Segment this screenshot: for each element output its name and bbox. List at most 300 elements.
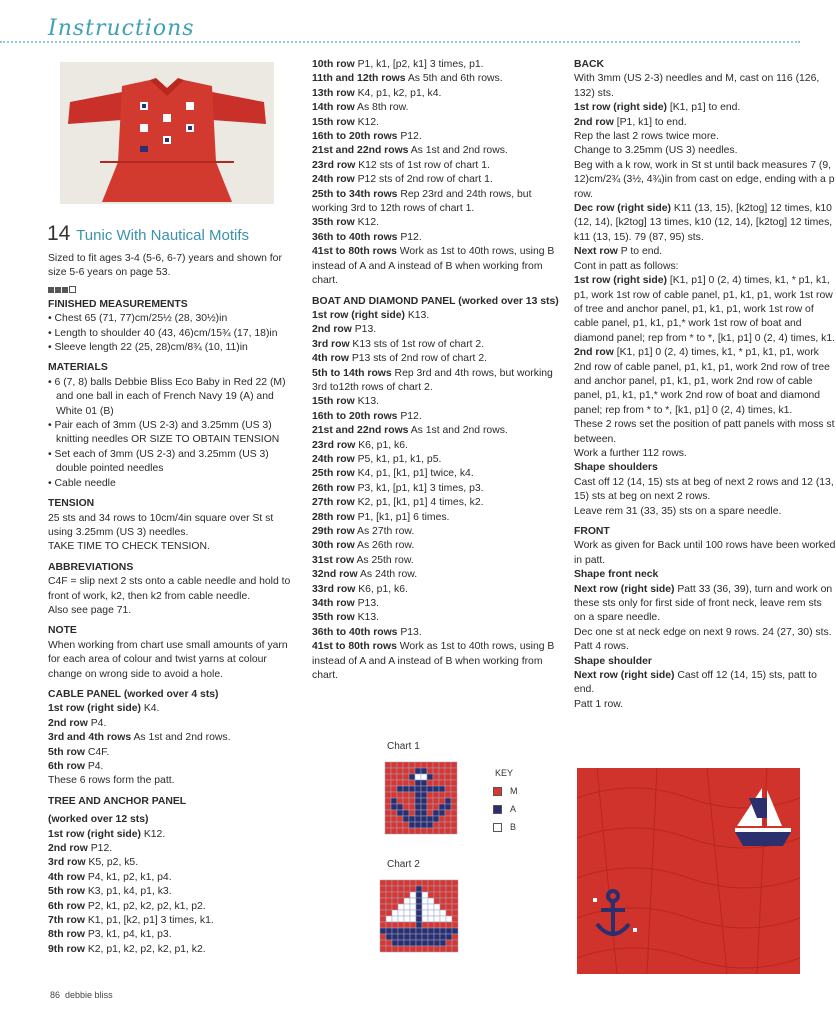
chart-cell xyxy=(409,810,415,816)
instruction-row xyxy=(574,144,836,158)
row-label: 16th to 20th rows xyxy=(312,410,398,422)
chart-cell xyxy=(427,816,433,822)
chart-cell xyxy=(422,940,428,946)
row-label: 34th row xyxy=(312,598,355,610)
chart-cell xyxy=(451,768,457,774)
row-label: 25th row xyxy=(312,468,355,480)
shape-shoulders-heading: Shape shoulders xyxy=(574,462,658,474)
row-label: 8th row xyxy=(48,929,85,941)
chart-cell xyxy=(451,822,457,828)
chart-cell xyxy=(398,886,404,892)
row-label: 2nd row xyxy=(574,116,614,128)
tree-rows xyxy=(48,828,296,958)
chart-cell xyxy=(415,810,421,816)
instruction-row xyxy=(574,698,836,712)
chart-cell xyxy=(398,916,404,922)
chart-cell xyxy=(428,886,434,892)
instruction-row xyxy=(574,583,836,626)
chart-cell xyxy=(397,786,403,792)
chart-cell xyxy=(380,934,386,940)
row-text: Beg with a k row, work in St st until back measures 7 (9, 12)cm/2¾ (3½, 4¾)in from cast on edge, ending with a p row. xyxy=(574,159,835,200)
tunic-photo xyxy=(60,62,274,204)
abbreviations-heading: ABBREVIATIONS xyxy=(48,561,134,573)
chart-1 xyxy=(385,762,457,834)
row-text: K6, p1, k6. xyxy=(355,583,408,595)
instruction-row xyxy=(574,260,836,274)
row-text: Patt 1 row. xyxy=(574,698,624,710)
chart-cell xyxy=(391,798,397,804)
size-indicator xyxy=(48,284,296,292)
row-label: 6th row xyxy=(48,900,85,912)
row-label: 2nd row xyxy=(574,347,614,359)
chart-2 xyxy=(380,880,458,952)
chart-cell xyxy=(404,910,410,916)
chart-cell xyxy=(409,822,415,828)
key-label-b: B xyxy=(510,822,517,832)
chart-cell xyxy=(433,774,439,780)
instruction-row xyxy=(574,447,836,461)
chart-cell xyxy=(422,910,428,916)
chart-cell xyxy=(433,822,439,828)
chart-cell xyxy=(439,762,445,768)
chart-cell xyxy=(392,880,398,886)
chart-cell xyxy=(385,780,391,786)
row-label: 11th and 12th rows xyxy=(312,73,406,85)
instruction-row xyxy=(312,496,560,510)
chart-cell xyxy=(427,792,433,798)
chart-cell xyxy=(391,804,397,810)
chart-cell xyxy=(434,904,440,910)
row-label: Next row (right side) xyxy=(574,583,675,595)
row-text: K4. xyxy=(140,703,160,715)
row-text: P3, k1, [p1, k1] 3 times, p3. xyxy=(354,482,484,494)
key-item-a xyxy=(493,802,516,816)
chart-cell xyxy=(433,798,439,804)
chart-cell xyxy=(386,892,392,898)
instruction-row xyxy=(312,116,560,130)
chart-cell xyxy=(386,946,392,952)
chart-cell xyxy=(386,910,392,916)
chart-cell xyxy=(451,810,457,816)
chart-cell xyxy=(409,774,415,780)
row-text: P1, k1, [p2, k1] 3 times, p1. xyxy=(354,59,484,70)
row-label: 15th row xyxy=(312,396,355,408)
chart-cell xyxy=(392,898,398,904)
row-text: P12. xyxy=(87,843,113,855)
chart-cell xyxy=(398,940,404,946)
chart-cell xyxy=(392,916,398,922)
chart-cell xyxy=(403,798,409,804)
instruction-row xyxy=(574,202,836,245)
chart-cell xyxy=(434,910,440,916)
instruction-row xyxy=(312,144,560,158)
chart-cell xyxy=(434,892,440,898)
instruction-row xyxy=(574,245,836,259)
chart-cell xyxy=(451,774,457,780)
chart-cell xyxy=(385,786,391,792)
chart-cell xyxy=(452,886,458,892)
row-label: 1st row (right side) xyxy=(574,102,667,114)
chart-cell xyxy=(422,922,428,928)
row-text: P4. xyxy=(87,717,107,729)
row-text: Rep the last 2 rows twice more. xyxy=(574,131,719,143)
chart-cell xyxy=(440,880,446,886)
chart-cell xyxy=(404,892,410,898)
row-text: K2, p1, [k1, p1] 4 times, k2. xyxy=(354,497,484,509)
instruction-row xyxy=(48,731,296,745)
chart-cell xyxy=(446,910,452,916)
note-text: When working from chart use small amounts of yarn for each area of colour and twist yarns at colour change on wrong side to avoid a hole. xyxy=(48,639,288,680)
chart-cell xyxy=(416,904,422,910)
row-label: 21st and 22nd rows xyxy=(312,145,409,157)
instruction-row xyxy=(574,101,836,115)
chart-cell xyxy=(439,792,445,798)
row-label: 5th row xyxy=(48,886,85,898)
chart-cell xyxy=(404,916,410,922)
chart-cell xyxy=(446,880,452,886)
chart-cell xyxy=(386,934,392,940)
chart-cell xyxy=(445,780,451,786)
chart-cell xyxy=(385,798,391,804)
chart-cell xyxy=(392,904,398,910)
shoulder-heading: Shape shoulder xyxy=(574,655,652,667)
instruction-row xyxy=(48,856,296,870)
instruction-row xyxy=(574,346,836,418)
instruction-row xyxy=(312,554,560,568)
chart-cell xyxy=(397,822,403,828)
chart-cell xyxy=(403,828,409,834)
chart-cell xyxy=(439,768,445,774)
row-text: K12. xyxy=(140,828,166,840)
chart-cell xyxy=(398,946,404,952)
chart-cell xyxy=(410,916,416,922)
chart-cell xyxy=(433,804,439,810)
row-text: P to end. xyxy=(617,246,663,258)
shape-shoulders-text: Cast off 12 (14, 15) sts at beg of next 2 rows and 12 (13, 15) sts at beg on next 2 rows. xyxy=(574,476,834,503)
tree-subheading: (worked over 12 sts) xyxy=(48,814,149,826)
chart-cell xyxy=(440,904,446,910)
row-text: P2, k1, p2, k2, p2, k1, p2. xyxy=(84,900,206,912)
chart-cell xyxy=(446,928,452,934)
chart-cell xyxy=(410,934,416,940)
tension-heading: TENSION xyxy=(48,498,95,510)
materials-item: • Cable needle xyxy=(48,477,296,491)
chart-cell xyxy=(422,928,428,934)
chart-cell xyxy=(428,934,434,940)
chart-cell xyxy=(452,928,458,934)
instruction-row xyxy=(312,367,560,396)
chart-cell xyxy=(409,762,415,768)
chart-cell xyxy=(452,946,458,952)
chart-cell xyxy=(385,828,391,834)
chart-cell xyxy=(439,786,445,792)
instruction-row xyxy=(312,101,560,115)
chart-cell xyxy=(428,940,434,946)
row-text: P3, k1, p4, k1, p3. xyxy=(84,929,172,941)
tree-heading: TREE AND ANCHOR PANEL xyxy=(48,795,187,807)
chart-cell xyxy=(428,916,434,922)
chart-cell xyxy=(427,774,433,780)
chart-cell xyxy=(403,792,409,798)
chart-cell xyxy=(398,934,404,940)
instruction-row xyxy=(48,914,296,928)
chart-cell xyxy=(415,780,421,786)
materials-item: • Pair each of 3mm (US 2-3) and 3.25mm (US 3) knitting needles OR SIZE TO OBTAIN TENSION xyxy=(48,419,296,448)
row-label: Next row (right side) xyxy=(574,670,675,682)
row-text: P12 sts of 2nd row of chart 1. xyxy=(354,174,493,186)
instruction-row xyxy=(574,72,836,101)
middle-column xyxy=(312,58,560,683)
chart1-label: Chart 1 xyxy=(387,741,420,752)
chart-cell xyxy=(409,828,415,834)
row-label: Dec row (right side) xyxy=(574,203,671,215)
chart-cell xyxy=(421,810,427,816)
chart-cell xyxy=(386,898,392,904)
chart-cell xyxy=(446,940,452,946)
chart-cell xyxy=(386,940,392,946)
instruction-row xyxy=(312,338,560,352)
chart-cell xyxy=(397,774,403,780)
chart-cell xyxy=(451,792,457,798)
row-label: 2nd row xyxy=(48,717,88,729)
instruction-row xyxy=(574,640,836,654)
chart-cell xyxy=(421,798,427,804)
row-text: P13. xyxy=(351,324,377,336)
row-label: 41st to 80th rows xyxy=(312,641,397,653)
chart-cell xyxy=(446,922,452,928)
materials-item: • Set each of 3mm (US 2-3) and 3.25mm (US 3) double pointed needles xyxy=(48,448,296,477)
chart-cell xyxy=(398,922,404,928)
brand-name: debbie bliss xyxy=(65,990,113,1000)
instruction-row xyxy=(312,231,560,245)
chart-cell xyxy=(415,774,421,780)
chart-cell xyxy=(416,916,422,922)
row-text: As 26th row. xyxy=(354,540,415,552)
row-text: Work as 1st to 40th rows, using B instead of A and A instead of B when working from chart. xyxy=(312,641,555,682)
chart-cell xyxy=(391,762,397,768)
row-label: 14th row xyxy=(312,102,355,114)
chart-cell xyxy=(410,928,416,934)
chart-cell xyxy=(385,792,391,798)
chart-cell xyxy=(409,816,415,822)
instruction-row xyxy=(312,568,560,582)
chart-cell xyxy=(386,904,392,910)
instruction-row xyxy=(48,746,296,760)
chart-cell xyxy=(410,910,416,916)
chart-cell xyxy=(434,946,440,952)
chart-cell xyxy=(421,762,427,768)
row-text: As 1st and 2nd rows. xyxy=(408,425,508,437)
row-label: 1st row (right side) xyxy=(48,703,141,715)
chart-cell xyxy=(403,762,409,768)
chart-cell xyxy=(422,880,428,886)
instruction-row xyxy=(48,885,296,899)
chart-cell xyxy=(416,898,422,904)
chart-cell xyxy=(428,904,434,910)
instruction-row xyxy=(312,511,560,525)
row-text: Cast off 12 (14, 15) sts, patt to end. xyxy=(574,670,817,696)
chart-cell xyxy=(415,798,421,804)
row-text: Change to 3.25mm (US 3) needles. xyxy=(574,145,738,157)
row-label: 24th row xyxy=(312,453,355,465)
chart-cell xyxy=(422,892,428,898)
row-text: K12. xyxy=(354,217,379,229)
row-text: K13. xyxy=(354,612,379,624)
chart-cell xyxy=(434,916,440,922)
row-label: 25th to 34th rows xyxy=(312,188,398,200)
row-text: As 25th row. xyxy=(354,554,414,566)
chart-cell xyxy=(392,946,398,952)
row-text: K6, p1, k6. xyxy=(355,439,408,451)
row-label: 31st row xyxy=(312,554,355,566)
row-text: [K1, p1] 0 (2, 4) times, k1, * p1, k1, p1, work 2nd row of cable panel, p1, k1, p1, work 2nd row of tree and anchor panel, p1, k1, p1, work 2nd row of cable panel, p1, k1, p1,* work 2nd row of boat and diamond panel; rep from * to *, [k1, p1] 0 (2, 4) times, k1. xyxy=(574,347,830,416)
note-heading: NOTE xyxy=(48,625,77,637)
red-swatch xyxy=(493,787,502,796)
chart-cell xyxy=(392,922,398,928)
row-label: 29th row xyxy=(312,526,355,537)
row-text: As 5th and 6th rows. xyxy=(405,73,503,85)
row-text: K4, p1, [k1, p1] twice, k4. xyxy=(354,468,474,480)
chart-cell xyxy=(380,922,386,928)
row-text: K5, p2, k5. xyxy=(85,857,139,869)
chart-cell xyxy=(440,910,446,916)
chart-cell xyxy=(391,768,397,774)
finished-heading: FINISHED MEASUREMENTS xyxy=(48,298,188,310)
chart-cell xyxy=(434,940,440,946)
chart-cell xyxy=(397,768,403,774)
row-text: Rep 23rd and 24th rows, but working 3rd to 12th rows of chart 1. xyxy=(312,188,532,215)
chart-cell xyxy=(404,934,410,940)
chart-cell xyxy=(410,904,416,910)
chart-cell xyxy=(421,816,427,822)
chart-cell xyxy=(451,804,457,810)
chart-cell xyxy=(446,904,452,910)
chart-cell xyxy=(397,804,403,810)
chart-cell xyxy=(380,940,386,946)
instruction-row xyxy=(312,410,560,424)
instruction-row xyxy=(48,871,296,885)
chart-cell xyxy=(380,916,386,922)
cable-rows xyxy=(48,702,296,774)
chart-cell xyxy=(440,892,446,898)
chart-cell xyxy=(416,886,422,892)
chart-cell xyxy=(392,892,398,898)
row-label: 3rd row xyxy=(48,857,86,869)
chart-cell xyxy=(391,774,397,780)
chart-cell xyxy=(439,828,445,834)
chart-cell xyxy=(440,916,446,922)
page-footer xyxy=(50,988,113,1002)
front-neck-rows xyxy=(574,583,836,655)
instruction-row xyxy=(48,928,296,942)
chart-cell xyxy=(410,946,416,952)
chart-cell xyxy=(385,774,391,780)
chart-cell xyxy=(409,780,415,786)
chart-cell xyxy=(380,886,386,892)
instruction-row xyxy=(574,159,836,202)
row-text: C4F. xyxy=(84,746,110,758)
chart-cell xyxy=(404,928,410,934)
row-label: 10th row xyxy=(312,59,355,70)
chart-cell xyxy=(380,904,386,910)
chart-cell xyxy=(422,946,428,952)
chart-cell xyxy=(404,922,410,928)
chart-cell xyxy=(391,828,397,834)
row-text: K12. xyxy=(354,116,379,128)
chart-cell xyxy=(422,898,428,904)
boat-rows xyxy=(312,309,560,684)
instruction-row xyxy=(312,583,560,597)
chart-cell xyxy=(439,780,445,786)
chart-cell xyxy=(404,886,410,892)
chart-cell xyxy=(445,804,451,810)
chart-cell xyxy=(392,940,398,946)
chart-cell xyxy=(433,780,439,786)
chart-cell xyxy=(385,762,391,768)
chart-cell xyxy=(386,886,392,892)
row-text: P5, k1, p1, k1, p5. xyxy=(354,453,442,465)
abbreviations-also: Also see page 71. xyxy=(48,604,132,616)
chart-cell xyxy=(397,792,403,798)
chart-cell xyxy=(451,816,457,822)
instruction-row xyxy=(312,72,560,86)
chart-cell xyxy=(427,780,433,786)
chart-cell xyxy=(416,946,422,952)
row-label: 4th row xyxy=(48,871,85,883)
chart-cell xyxy=(440,898,446,904)
chart-cell xyxy=(416,880,422,886)
chart-cell xyxy=(386,928,392,934)
row-text: Rep 3rd and 4th rows, but working 3rd to12th rows of chart 2. xyxy=(312,367,553,393)
abbreviations-text: C4F = slip next 2 sts onto a cable needle and hold to front of work, k2, then k2 from cable needle. xyxy=(48,576,291,602)
chart-cell xyxy=(410,940,416,946)
chart-cell xyxy=(398,880,404,886)
chart-cell xyxy=(398,904,404,910)
chart-cell xyxy=(446,886,452,892)
chart-cell xyxy=(416,922,422,928)
size-intro: Sized to fit ages 3-4 (5-6, 6-7) years and shown for size 5-6 years on page 53. xyxy=(48,253,282,279)
chart-cell xyxy=(404,898,410,904)
chart-cell xyxy=(416,892,422,898)
chart-cell xyxy=(410,880,416,886)
chart-cell xyxy=(433,792,439,798)
chart-cell xyxy=(404,880,410,886)
chart-cell xyxy=(428,892,434,898)
chart-cell xyxy=(416,934,422,940)
row-label: 5th to 14th rows xyxy=(312,367,392,379)
row-text: Dec one st at neck edge on next 9 rows. 24 (27, 30) sts. xyxy=(574,626,832,638)
chart-cell xyxy=(386,916,392,922)
tension-note: TAKE TIME TO CHECK TENSION. xyxy=(48,541,210,553)
row-label: 13th row xyxy=(312,87,355,99)
row-text: P4, k1, p2, k1, p4. xyxy=(84,871,172,883)
cable-end: These 6 rows form the patt. xyxy=(48,775,175,787)
chart-cell xyxy=(392,910,398,916)
row-text: K2, p1, k2, p2, k2, p1, k2. xyxy=(84,943,206,955)
chart-cell xyxy=(415,786,421,792)
chart2-label: Chart 2 xyxy=(387,859,420,870)
row-text: K12 sts of 1st row of chart 1. xyxy=(355,159,490,171)
row-text: P12. xyxy=(397,231,422,243)
chart-cell xyxy=(427,786,433,792)
row-text: [P1, k1] to end. xyxy=(613,116,687,128)
chart-cell xyxy=(397,810,403,816)
chart-cell xyxy=(434,934,440,940)
instruction-row xyxy=(312,87,560,101)
chart-cell xyxy=(410,898,416,904)
chart-cell xyxy=(427,822,433,828)
chart-cell xyxy=(445,810,451,816)
